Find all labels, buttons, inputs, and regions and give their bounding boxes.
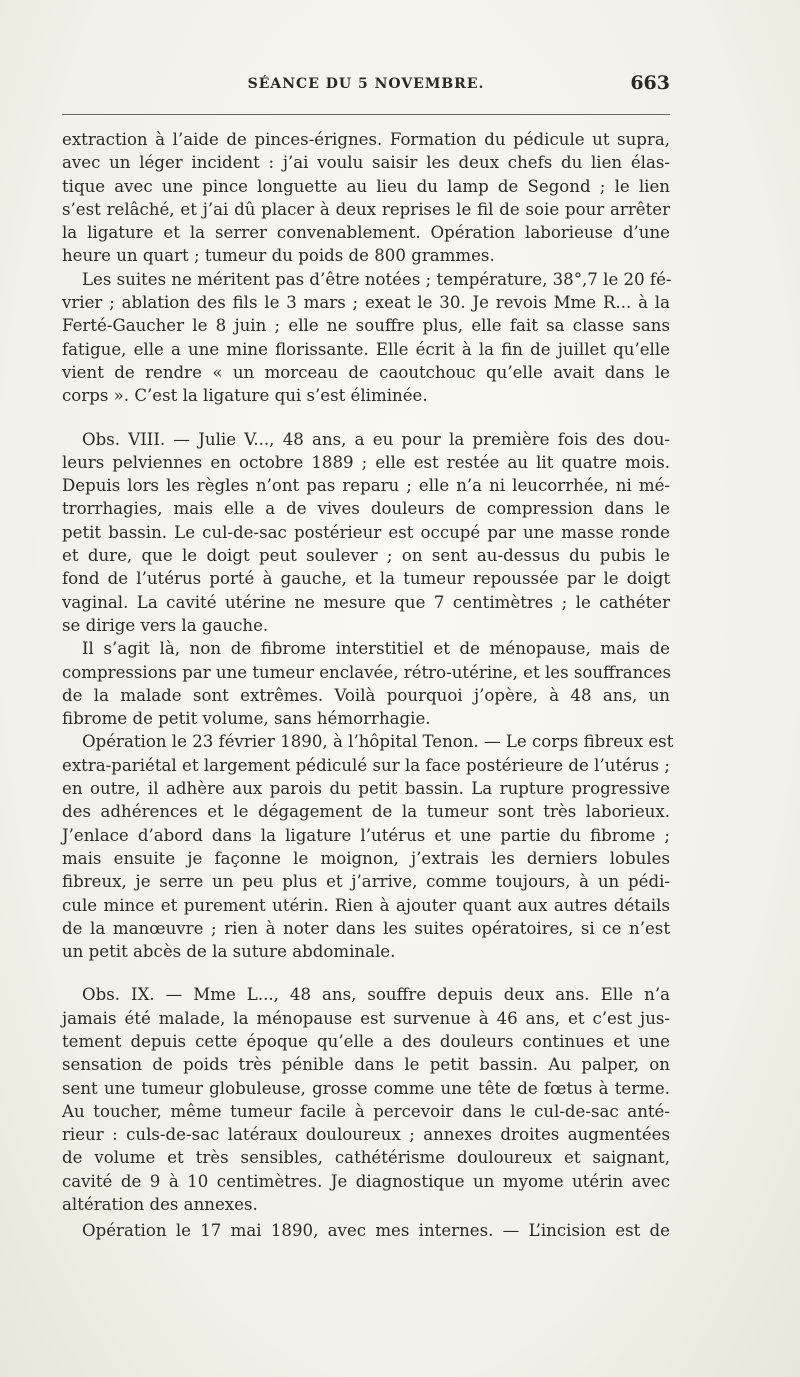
text-line: Ferté-Gaucher le 8 juin ; elle ne souffre plus, elle fait sa classe sans: [62, 316, 670, 336]
text-line: de la manœuvre ; rien à noter dans les suites opératoires, si ce n’est: [62, 918, 670, 938]
text-line: trorrhagies, mais elle a de vives douleurs de compression dans le: [62, 499, 670, 519]
text-line: extraction à l’aide de pinces-érignes. Formation du pédicule ut supra,: [62, 130, 670, 149]
text-line: petit bassin. Le cul-de-sac postérieur est occupé par une masse ronde: [62, 522, 670, 542]
paragraph-gap: [62, 963, 670, 983]
text-line: mais ensuite je façonne le moignon, j’extrais les derniers lobules: [62, 848, 670, 868]
text-line: se dirige vers la gauche.: [62, 615, 269, 635]
text-line: leurs pelviennes en octobre 1889 ; elle est restée au lit quatre mois.: [62, 452, 670, 472]
running-head-title: SÉANCE DU 5 NOVEMBRE.: [247, 76, 485, 92]
text-line: tement depuis cette époque qu’elle a des douleurs continues et une: [62, 1031, 670, 1051]
text-line: s’est relâché, et j’ai dû placer à deux reprises le fil de soie pour arrêter: [62, 199, 670, 219]
text-line: et dure, que le doigt peut soulever ; on sent au-dessus du pubis le: [62, 546, 670, 566]
text-line: Il s’agit là, non de fibrome interstitiel et de ménopause, mais de: [82, 639, 670, 659]
text-line: tique avec une pince longuette au lieu du lamp de Segond ; le lien: [62, 176, 670, 196]
header-rule: [62, 114, 670, 115]
paragraph-gap: [62, 408, 670, 428]
body-text: [62, 128, 674, 1243]
text-line: Les suites ne méritent pas d’être notées ; température, 38°,7 le 20 fé-: [82, 269, 672, 289]
text-line: des adhérences et le dégagement de la tumeur sont très laborieux.: [62, 802, 670, 822]
text-line: vient de rendre « un morceau de caoutchouc qu’elle avait dans le: [62, 362, 670, 382]
text-line: Depuis lors les règles n’ont pas reparu ; elle n’a ni leucorrhée, ni mé-: [62, 476, 670, 496]
text-line: J’enlace d’abord dans la ligature l’utérus et une partie du fibrome ;: [62, 825, 670, 845]
text-line: heure un quart ; tumeur du poids de 800 grammes.: [62, 246, 495, 266]
text-line: fibreux, je serre un peu plus et j’arrive, comme toujours, à un pédi-: [62, 872, 670, 892]
text-line: vrier ; ablation des fils le 3 mars ; exeat le 30. Je revois Mme R... à la: [62, 293, 670, 313]
running-head: [62, 72, 670, 108]
text-line: un petit abcès de la suture abdominale.: [62, 942, 396, 962]
text-line: extra-pariétal et largement pédiculé sur la face postérieure de l’utérus ;: [62, 755, 670, 775]
text-line: de la malade sont extrêmes. Voilà pourquoi j’opère, à 48 ans, un: [62, 685, 670, 705]
text-line: avec un léger incident : j’ai voulu saisir les deux chefs du lien élas-: [62, 153, 670, 173]
text-line: Obs. IX. — Mme L..., 48 ans, souffre depuis deux ans. Elle n’a: [82, 985, 670, 1005]
text-line: sent une tumeur globuleuse, grosse comme une tête de fœtus à terme.: [62, 1078, 670, 1098]
text-line: jamais été malade, la ménopause est survenue à 46 ans, et c’est jus-: [62, 1008, 670, 1028]
text-line: sensation de poids très pénible dans le petit bassin. Au palper, on: [62, 1055, 670, 1075]
text-line: en outre, il adhère aux parois du petit bassin. La rupture progressive: [62, 779, 670, 799]
text-line: altération des annexes.: [62, 1195, 258, 1215]
text-line: vaginal. La cavité utérine ne mesure que 7 centimètres ; le cathéter: [62, 592, 670, 612]
text-line: cavité de 9 à 10 centimètres. Je diagnostique un myome utérin avec: [62, 1171, 670, 1191]
text-line: compressions par une tumeur enclavée, rétro-utérine, et les souffrances: [62, 662, 671, 682]
text-line: rieur : culs-de-sac latéraux douloureux ; annexes droites augmentées: [62, 1125, 670, 1145]
page-number: 663: [630, 72, 670, 94]
text-line: corps ». C’est la ligature qui s’est éliminée.: [62, 386, 428, 406]
text-line: de volume et très sensibles, cathétérisme douloureux et saignant,: [62, 1148, 670, 1168]
text-line: Au toucher, même tumeur facile à percevoir dans le cul-de-sac anté-: [62, 1101, 670, 1121]
text-line: fatigue, elle a une mine florissante. Elle écrit à la fin de juillet qu’elle: [62, 339, 670, 359]
text-line: fibrome de petit volume, sans hémorrhagie.: [62, 709, 431, 729]
text-line: fond de l’utérus porté à gauche, et la tumeur repoussée par le doigt: [62, 569, 670, 589]
text-line: Obs. VIII. — Julie V..., 48 ans, a eu pour la première fois des dou-: [82, 429, 670, 449]
text-line: la ligature et la serrer convenablement. Opération laborieuse d’une: [62, 223, 670, 243]
text-line: cule mince et purement utérin. Rien à ajouter quant aux autres détails: [62, 895, 670, 915]
text-line: Opération le 23 février 1890, à l’hôpital Tenon. — Le corps fibreux est: [82, 732, 674, 752]
text-line: Opération le 17 mai 1890, avec mes internes. — L’incision est de: [82, 1221, 670, 1241]
